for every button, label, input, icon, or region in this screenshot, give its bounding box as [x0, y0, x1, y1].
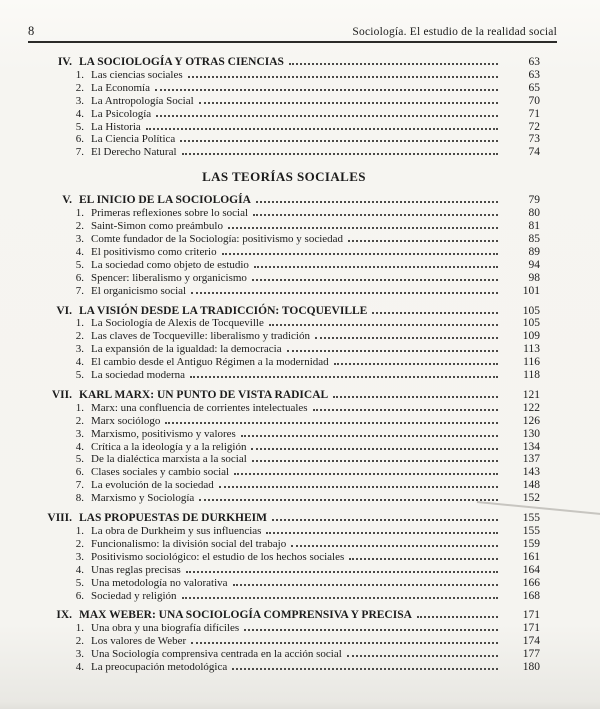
- item-page-number: 73: [528, 133, 540, 146]
- dot-leader: [349, 558, 498, 560]
- toc-item-row: [28, 317, 540, 330]
- item-number: 1.: [75, 525, 84, 537]
- item-title: El positivismo como criterio: [91, 245, 217, 258]
- item-number: 3.: [75, 427, 84, 440]
- dot-leader: [156, 115, 498, 117]
- toc-section-row: [28, 389, 540, 402]
- toc-item-row: [28, 207, 540, 220]
- item-title: El organicismo social: [91, 284, 187, 297]
- dot-leader: [188, 76, 498, 78]
- item-page-number: 113: [523, 343, 540, 356]
- toc-item-row: [28, 133, 540, 146]
- dot-leader: [241, 435, 498, 437]
- item-number: 3.: [75, 94, 84, 107]
- item-title: Primeras reflexiones sobre lo social: [91, 207, 249, 220]
- dot-leader: [417, 616, 498, 618]
- dot-leader: [272, 519, 498, 521]
- item-page-number: 81: [528, 220, 540, 233]
- item-page-number: 105: [522, 317, 540, 330]
- section-numeral: VI.: [56, 304, 72, 317]
- dot-leader: [254, 266, 498, 268]
- item-title: Marxismo y Sociología: [91, 492, 195, 505]
- item-page-number: 65: [528, 81, 540, 94]
- item-number: 6.: [75, 133, 84, 146]
- toc-item-row: [28, 402, 540, 415]
- dot-leader: [199, 102, 498, 104]
- dot-leader: [182, 153, 498, 155]
- section-numeral: VII.: [51, 388, 72, 401]
- toc-item-row: [28, 233, 540, 246]
- toc-item-row: [28, 635, 540, 648]
- item-title: Las claves de Tocqueville: liberalismo y tradición: [91, 330, 310, 343]
- item-number: 2.: [75, 635, 84, 648]
- toc-item-row: [28, 428, 540, 441]
- item-title: Una obra y una biografía difíciles: [91, 622, 240, 635]
- toc-item-row: [28, 259, 540, 272]
- item-page-number: 126: [522, 414, 540, 427]
- dot-leader: [269, 324, 498, 326]
- item-page-number: 164: [522, 563, 540, 576]
- item-page-number: 98: [528, 271, 540, 284]
- item-number: 1.: [75, 207, 84, 220]
- dot-leader: [372, 312, 498, 314]
- item-page-number: 161: [522, 550, 540, 563]
- toc-item-row: [28, 95, 540, 108]
- dot-leader: [222, 253, 498, 255]
- item-title: El Derecho Natural: [91, 146, 177, 159]
- item-title: Sociedad y religión: [91, 589, 177, 602]
- dot-leader: [253, 214, 498, 216]
- item-number: 3.: [75, 232, 84, 245]
- item-title: La sociedad moderna: [91, 369, 186, 382]
- item-title: Saint-Simon como preámbulo: [91, 220, 223, 233]
- toc-item-row: [28, 330, 540, 343]
- item-page-number: 72: [528, 120, 540, 133]
- item-title: Marx: una confluencia de corrientes intelectuales: [91, 401, 308, 414]
- item-page-number: 130: [522, 427, 540, 440]
- dot-leader: [289, 63, 498, 65]
- section-title: KARL MARX: UN PUNTO DE VISTA RADICAL: [79, 388, 329, 401]
- dot-leader: [252, 279, 498, 281]
- section-numeral: IX.: [56, 609, 72, 622]
- item-number: 2.: [75, 414, 84, 427]
- item-number: 3.: [75, 550, 84, 563]
- item-number: 5.: [75, 453, 84, 466]
- toc-item-row: [28, 441, 540, 454]
- item-title: De la dialéctica marxista a la social: [91, 453, 247, 466]
- toc-item-row: [28, 415, 540, 428]
- section-numeral: V.: [62, 194, 72, 207]
- dot-leader: [251, 448, 498, 450]
- dot-leader: [232, 668, 498, 670]
- dot-leader: [233, 584, 498, 586]
- item-title: Una Sociología comprensiva centrada en la acción social: [91, 648, 342, 661]
- item-page-number: 74: [528, 146, 540, 159]
- dot-leader: [180, 140, 498, 142]
- item-page-number: 89: [528, 245, 540, 258]
- item-title: Una metodología no valorativa: [91, 576, 228, 589]
- item-number: 5.: [75, 369, 84, 382]
- dot-leader: [191, 292, 498, 294]
- dot-leader: [186, 571, 498, 573]
- dot-leader: [347, 655, 498, 657]
- toc-item-row: [28, 82, 540, 95]
- item-page-number: 177: [522, 648, 540, 661]
- dot-leader: [256, 201, 498, 203]
- toc-item-row: [28, 661, 540, 674]
- item-page-number: 101: [522, 284, 540, 297]
- item-page-number: 168: [522, 589, 540, 602]
- item-title: La obra de Durkheim y sus influencias: [91, 525, 262, 537]
- item-number: 3.: [75, 343, 84, 356]
- item-title: Comte fundador de la Sociología: positivismo y sociedad: [91, 232, 344, 245]
- dot-leader: [234, 473, 498, 475]
- toc-item-row: [28, 356, 540, 369]
- dot-leader: [315, 337, 498, 339]
- dot-leader: [291, 545, 498, 547]
- dot-leader: [244, 629, 498, 631]
- toc-item-row: [28, 525, 540, 538]
- item-title: Marxismo, positivismo y valores: [91, 427, 236, 440]
- item-number: 1.: [75, 622, 84, 635]
- item-page-number: 166: [522, 576, 540, 589]
- item-page-number: 116: [523, 356, 540, 369]
- toc-item-row: [28, 648, 540, 661]
- toc-item-row: [28, 220, 540, 233]
- item-page-number: 94: [528, 258, 540, 271]
- item-title: La Ciencia Política: [91, 133, 176, 146]
- toc-item-row: [28, 466, 540, 479]
- dot-leader: [313, 409, 498, 411]
- page-number: 8: [28, 24, 35, 38]
- header-rule: [28, 41, 557, 43]
- item-number: 6.: [75, 271, 84, 284]
- toc-item-row: [28, 492, 540, 505]
- section-page-number: 121: [522, 388, 540, 401]
- item-title: Marx sociólogo: [91, 414, 161, 427]
- dot-leader: [182, 597, 498, 599]
- dot-leader: [165, 422, 498, 424]
- item-number: 1.: [75, 401, 84, 414]
- item-title: Positivismo sociológico: el estudio de los hechos sociales: [91, 550, 345, 563]
- item-title: Crítica a la ideología y a la religión: [91, 440, 247, 453]
- item-title: Las ciencias sociales: [91, 68, 183, 81]
- toc-item-row: [28, 622, 540, 635]
- item-title: La sociedad como objeto de estudio: [91, 258, 249, 271]
- toc-item-row: [28, 246, 540, 259]
- toc-item-row: [28, 69, 540, 82]
- item-title: Los valores de Weber: [91, 635, 187, 648]
- toc-item-row: [28, 108, 540, 121]
- item-number: 1.: [75, 68, 84, 81]
- item-page-number: 152: [522, 492, 540, 505]
- toc-item-row: [28, 369, 540, 382]
- item-page-number: 134: [522, 440, 540, 453]
- dot-leader: [228, 227, 498, 229]
- item-title: La Antropología Social: [91, 94, 194, 107]
- item-title: Funcionalismo: la división social del trabajo: [91, 537, 287, 550]
- section-page-number: 105: [522, 304, 540, 317]
- item-page-number: 85: [528, 232, 540, 245]
- item-number: 2.: [75, 81, 84, 94]
- item-number: 1.: [75, 317, 84, 330]
- item-number: 2.: [75, 537, 84, 550]
- item-number: 4.: [75, 563, 84, 576]
- item-title: Clases sociales y cambio social: [91, 466, 230, 479]
- section-title: LA SOCIOLOGÍA Y OTRAS CIENCIAS: [79, 56, 284, 68]
- item-title: Spencer: liberalismo y organicismo: [91, 271, 247, 284]
- section-page-number: 155: [522, 512, 540, 525]
- dot-leader: [219, 486, 498, 488]
- dot-leader: [191, 642, 498, 644]
- item-title: La Psicología: [91, 107, 152, 120]
- item-number: 3.: [75, 648, 84, 661]
- item-page-number: 109: [522, 330, 540, 343]
- item-page-number: 122: [522, 401, 540, 414]
- item-number: 6.: [75, 466, 84, 479]
- toc-item-row: [28, 453, 540, 466]
- item-page-number: 71: [528, 107, 540, 120]
- toc-item-row: [28, 343, 540, 356]
- item-number: 7.: [75, 146, 84, 159]
- toc-item-row: [28, 538, 540, 551]
- toc-item-row: [28, 272, 540, 285]
- dot-leader: [266, 532, 498, 534]
- item-page-number: 63: [528, 68, 540, 81]
- dot-leader: [146, 128, 498, 130]
- table-of-contents: [28, 56, 540, 674]
- toc-item-row: [28, 121, 540, 134]
- item-page-number: 171: [522, 622, 540, 635]
- item-number: 5.: [75, 576, 84, 589]
- item-title: La Sociología de Alexis de Tocqueville: [91, 317, 264, 330]
- section-title: LA VISIÓN DESDE LA TRADICCIÓN: TOCQUEVILLE: [79, 304, 368, 317]
- section-title: LAS PROPUESTAS DE DURKHEIM: [79, 512, 267, 525]
- item-page-number: 137: [522, 453, 540, 466]
- toc-item-row: [28, 146, 540, 159]
- section-numeral: IV.: [57, 56, 72, 68]
- section-page-number: 79: [528, 194, 540, 207]
- section-title: EL INICIO DE LA SOCIOLOGÍA: [79, 194, 251, 207]
- item-number: 4.: [75, 440, 84, 453]
- dot-leader: [155, 89, 498, 91]
- part-heading: LAS TEORÍAS SOCIALES: [202, 169, 366, 185]
- toc-section-row: [28, 609, 540, 622]
- item-page-number: 118: [523, 369, 540, 382]
- item-title: La Historia: [91, 120, 141, 133]
- item-page-number: 174: [522, 635, 540, 648]
- item-title: El cambio desde el Antiguo Régimen a la modernidad: [91, 356, 329, 369]
- item-page-number: 143: [522, 466, 540, 479]
- item-number: 2.: [75, 220, 84, 233]
- toc-item-row: [28, 564, 540, 577]
- dot-leader: [348, 240, 498, 242]
- toc-item-row: [28, 590, 540, 603]
- toc-section-row: [28, 194, 540, 207]
- toc-item-row: [28, 285, 540, 298]
- item-number: 7.: [75, 479, 84, 492]
- item-title: La expansión de la igualdad: la democracia: [91, 343, 282, 356]
- section-page-number: 63: [528, 56, 540, 68]
- dot-leader: [199, 499, 498, 501]
- item-title: La preocupación metodológica: [91, 661, 228, 674]
- item-number: 4.: [75, 245, 84, 258]
- item-number: 4.: [75, 107, 84, 120]
- toc-section-row: [28, 305, 540, 318]
- item-number: 5.: [75, 258, 84, 271]
- item-title: Unas reglas precisas: [91, 563, 181, 576]
- item-page-number: 148: [522, 479, 540, 492]
- dot-leader: [287, 350, 498, 352]
- page-header: [28, 24, 557, 39]
- dot-leader: [333, 396, 498, 398]
- toc-item-row: [28, 479, 540, 492]
- item-page-number: 159: [522, 537, 540, 550]
- dot-leader: [252, 460, 498, 462]
- item-title: La Economía: [91, 81, 150, 94]
- toc-section-row: [28, 56, 540, 69]
- item-number: 4.: [75, 356, 84, 369]
- running-title: Sociología. El estudio de la realidad social: [352, 26, 557, 38]
- item-number: 2.: [75, 330, 84, 343]
- item-number: 8.: [75, 492, 84, 505]
- item-number: 6.: [75, 589, 84, 602]
- toc-item-row: [28, 577, 540, 590]
- toc-item-row: [28, 551, 540, 564]
- item-page-number: 70: [528, 94, 540, 107]
- item-number: 7.: [75, 284, 84, 297]
- dot-leader: [190, 376, 498, 378]
- item-page-number: 80: [528, 207, 540, 220]
- item-title: La evolución de la sociedad: [91, 479, 214, 492]
- dot-leader: [334, 363, 498, 365]
- section-numeral: VIII.: [47, 512, 72, 525]
- item-page-number: 180: [522, 661, 540, 674]
- section-page-number: 171: [522, 609, 540, 622]
- item-page-number: 155: [522, 525, 540, 537]
- item-number: 5.: [75, 120, 84, 133]
- toc-section-row: [28, 512, 540, 525]
- item-number: 4.: [75, 661, 84, 674]
- section-title: MAX WEBER: UNA SOCIOLOGÍA COMPRENSIVA Y PRECISA: [79, 609, 412, 622]
